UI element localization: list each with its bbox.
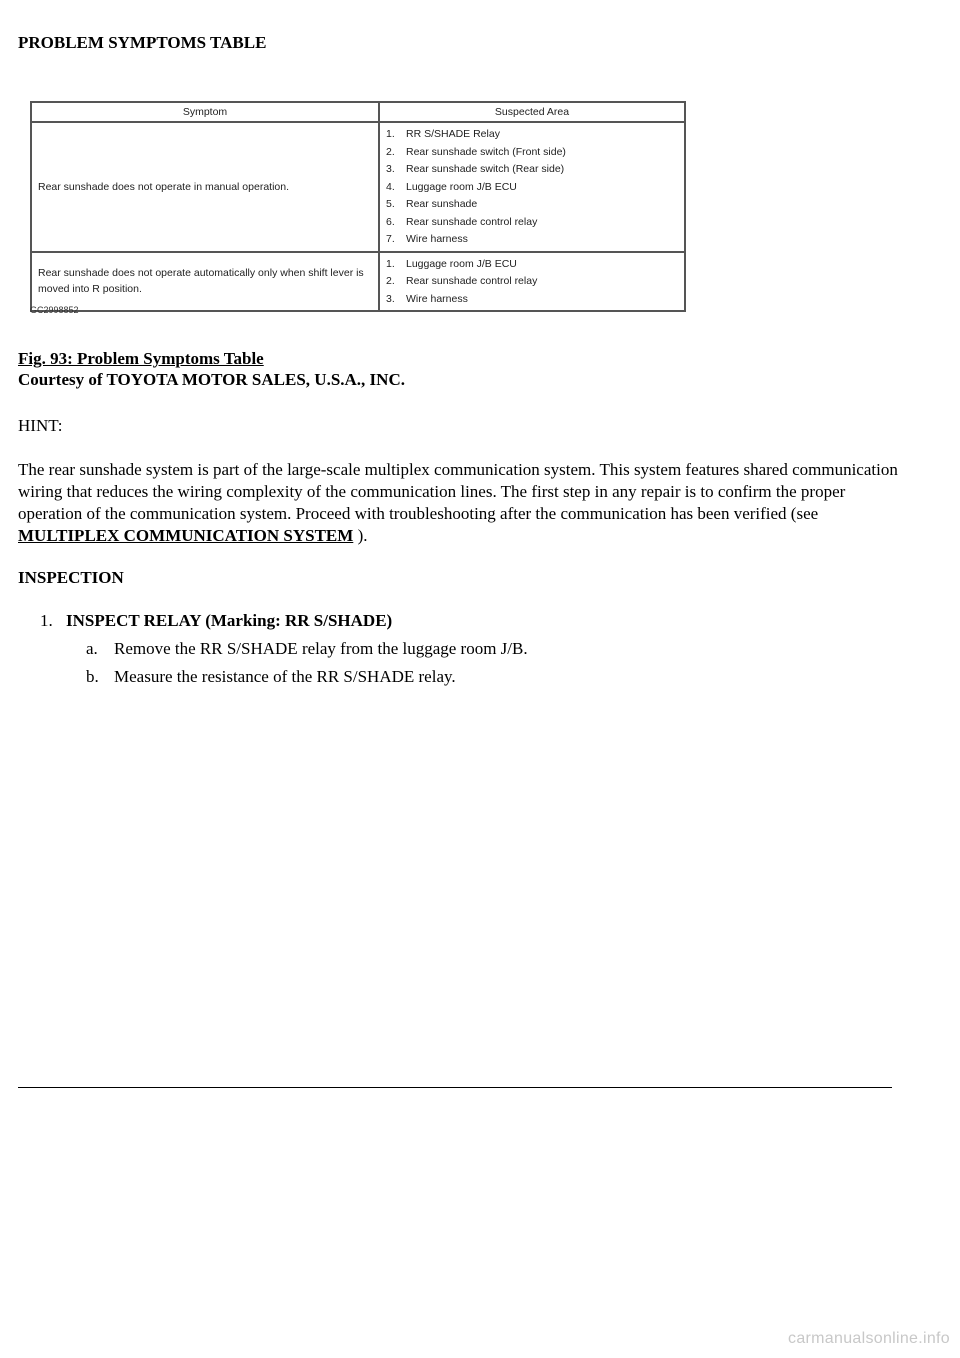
substep-text: Measure the resistance of the RR S/SHADE relay.: [114, 667, 456, 686]
hint-paragraph: [18, 459, 898, 547]
area-item: 6. Rear sunshade control relay: [386, 215, 538, 228]
area-item: 5. Rear sunshade: [386, 198, 478, 210]
symptom-cell: Rear sunshade does not operate in manual operation.: [31, 122, 379, 252]
substep-a: [86, 639, 528, 659]
area-item: 3. Rear sunshade switch (Rear side): [386, 163, 565, 175]
step-label: INSPECT RELAY (Marking: RR S/SHADE): [66, 611, 393, 630]
figure-code: GC2998852: [30, 305, 79, 315]
hint-text-end: ).: [353, 526, 368, 545]
table-row: [31, 122, 685, 252]
inspection-heading: INSPECTION: [18, 568, 124, 587]
hint-label: HINT:: [18, 416, 63, 435]
symptom-column-header: Symptom: [31, 102, 379, 122]
hint-text: The rear sunshade system is part of the large-scale multiplex communication system. This system features shared communication wiring that reduces the wiring complexity of the communication lines. The first step in any repair is to confirm the proper operation of the communication system. Proceed with troubleshooting after the communication has been verified (see: [18, 460, 898, 523]
suspected-area-cell: [379, 122, 685, 252]
area-item: 3. Wire harness: [386, 292, 468, 305]
substep-text: Remove the RR S/SHADE relay from the luggage room J/B.: [114, 639, 528, 658]
table-row: [31, 252, 685, 312]
multiplex-communication-link[interactable]: MULTIPLEX COMMUNICATION SYSTEM: [18, 526, 354, 545]
suspected-area-column-header: Suspected Area: [379, 102, 685, 122]
watermark: carmanualsonline.info: [788, 1330, 950, 1347]
problem-symptoms-figure: [30, 101, 686, 312]
substep-letter: a.: [86, 639, 98, 658]
substep-letter: b.: [86, 667, 99, 686]
area-item: 1. RR S/SHADE Relay: [386, 128, 500, 140]
step-1: [40, 611, 392, 631]
area-item: 2. Rear sunshade switch (Front side): [386, 145, 566, 158]
problem-symptoms-table: [30, 101, 686, 312]
figure-caption: Fig. 93: Problem Symptoms Table: [18, 349, 264, 368]
area-item: 2. Rear sunshade control relay: [386, 275, 538, 287]
step-number: 1.: [40, 611, 53, 630]
substep-b: [86, 667, 456, 687]
courtesy-line: Courtesy of TOYOTA MOTOR SALES, U.S.A., INC.: [18, 370, 405, 389]
suspected-area-cell: [379, 252, 685, 312]
area-item: 4. Luggage room J/B ECU: [386, 180, 517, 193]
symptom-cell: Rear sunshade does not operate automatically only when shift lever is moved into R position.: [31, 252, 379, 312]
page-title: PROBLEM SYMPTOMS TABLE: [18, 33, 267, 52]
area-item: 7. Wire harness: [386, 233, 468, 245]
area-item: 1. Luggage room J/B ECU: [386, 257, 517, 270]
table-header-row: [31, 102, 685, 122]
page-divider: [18, 1087, 892, 1088]
